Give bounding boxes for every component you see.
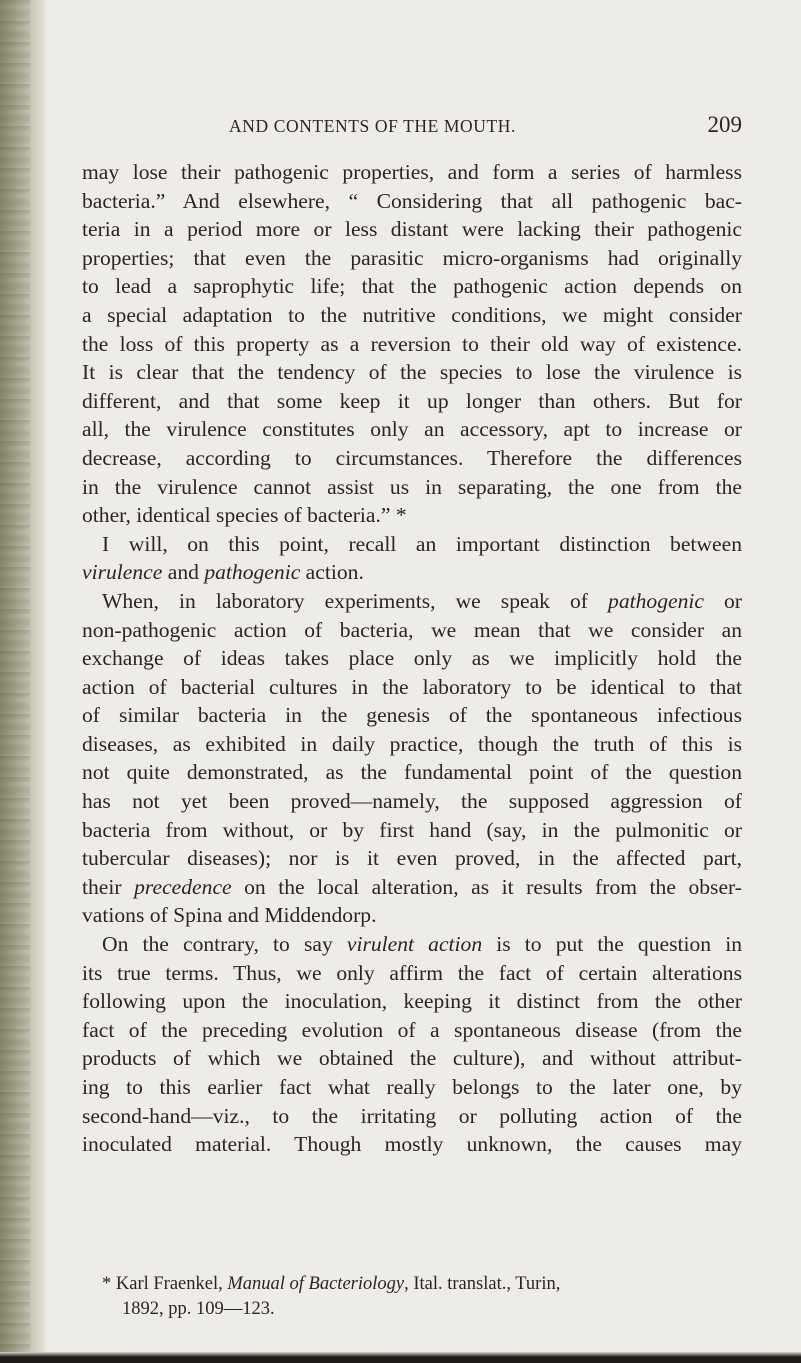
text-line: diseases, as exhibited in daily practice, though the truth of this is: [82, 731, 742, 756]
text-line: a special adaptation to the nutritive conditions, we might consider: [82, 302, 742, 327]
text-line: [82, 558, 742, 587]
text-line: tubercular diseases); nor is it even proved, in the affected part,: [82, 846, 742, 871]
italic-term: virulence: [82, 560, 163, 585]
text-run: action.: [300, 560, 364, 585]
text-line: may lose their pathogenic properties, and form a series of harmless: [82, 160, 742, 184]
italic-term: virulent action: [346, 932, 483, 957]
text-line: properties; that even the parasitic micro-organisms had originally: [82, 245, 742, 270]
page-bottom-edge: [0, 1352, 801, 1363]
text-line: non-pathogenic action of bacteria, we mean that we consider an: [82, 617, 742, 642]
text-line: products of which we obtained the culture), and without attribut-: [82, 1046, 742, 1071]
text-run: , Ital. translat., Turin,: [404, 1274, 561, 1294]
text-line: all, the virulence constitutes only an accessory, apt to increase or: [82, 417, 742, 442]
body-text: [82, 158, 742, 1159]
page-gutter-texture: [0, 0, 30, 1363]
footnote-line: 1892, pp. 109—123.: [122, 1299, 275, 1319]
text-line: [82, 873, 742, 902]
text-line: to lead a saprophytic life; that the pathogenic action depends on: [82, 274, 742, 299]
footnote-line: [82, 1272, 742, 1297]
running-title: AND CONTENTS OF THE MOUTH.: [229, 116, 517, 136]
text-line: decrease, according to circumstances. Therefore the differences: [82, 445, 742, 470]
text-line: inoculated material. Though mostly unknown, the causes may: [82, 1132, 742, 1157]
italic-term: precedence: [134, 874, 232, 899]
text-line: of similar bacteria in the genesis of the spontaneous infectious: [82, 703, 742, 728]
text-line: its true terms. Thus, we only affirm the fact of certain alterations: [82, 960, 742, 985]
text-line: second-hand—viz., to the irritating or polluting action of the: [82, 1103, 742, 1128]
text-run: on the local alteration, as it results from the obser-: [231, 874, 742, 899]
text-line: has not yet been proved—namely, the supposed aggression of: [82, 789, 742, 814]
text-line: the loss of this property as a reversion to their old way of existence.: [82, 331, 742, 356]
text-run: is to put the question in: [482, 932, 742, 957]
text-line: following upon the inoculation, keeping it distinct from the other: [82, 989, 742, 1014]
text-line: teria in a period more or less distant were lacking their pathogenic: [82, 217, 742, 242]
page-number: 209: [707, 112, 742, 137]
text-line: action of bacterial cultures in the laboratory to be identical to that: [82, 674, 742, 699]
text-line: bacteria from without, or by first hand (say, in the pulmonitic or: [82, 817, 742, 842]
text-line: bacteria.” And elsewhere, “ Considering that all pathogenic bac-: [82, 188, 742, 213]
text-line: [82, 930, 742, 959]
text-run: and: [162, 560, 205, 585]
text-run: On the contrary, to say: [102, 932, 347, 957]
text-line: in the virulence cannot assist us in separating, the one from the: [82, 474, 742, 499]
text-run: their: [82, 874, 135, 899]
running-head: [82, 112, 742, 142]
text-line: exchange of ideas takes place only as we implicitly hold the: [82, 646, 742, 671]
text-run: When, in laboratory experiments, we speak of: [102, 588, 609, 613]
text-run: or: [703, 588, 742, 613]
text-line: It is clear that the tendency of the species to lose the virulence is: [82, 360, 742, 385]
text-line: ing to this earlier fact what really belongs to the later one, by: [82, 1075, 742, 1099]
italic-term: pathogenic: [608, 588, 704, 613]
text-line: different, and that some keep it up longer than others. But for: [82, 388, 742, 413]
italic-term: pathogenic: [204, 560, 301, 585]
text-line: fact of the preceding evolution of a spontaneous disease (from the: [82, 1017, 742, 1042]
text-line: other, identical species of bacteria.” *: [82, 503, 407, 528]
text-line: I will, on this point, recall an important distinction between: [102, 531, 742, 556]
footnote-book-title: Manual of Bacteriology: [227, 1274, 405, 1294]
text-line: [82, 587, 742, 616]
text-line: vations of Spina and Middendorp.: [82, 903, 377, 928]
footnote: [82, 1272, 742, 1322]
footnote-marker: * Karl Fraenkel,: [102, 1274, 228, 1294]
text-line: not quite demonstrated, as the fundamental point of the question: [82, 760, 742, 785]
